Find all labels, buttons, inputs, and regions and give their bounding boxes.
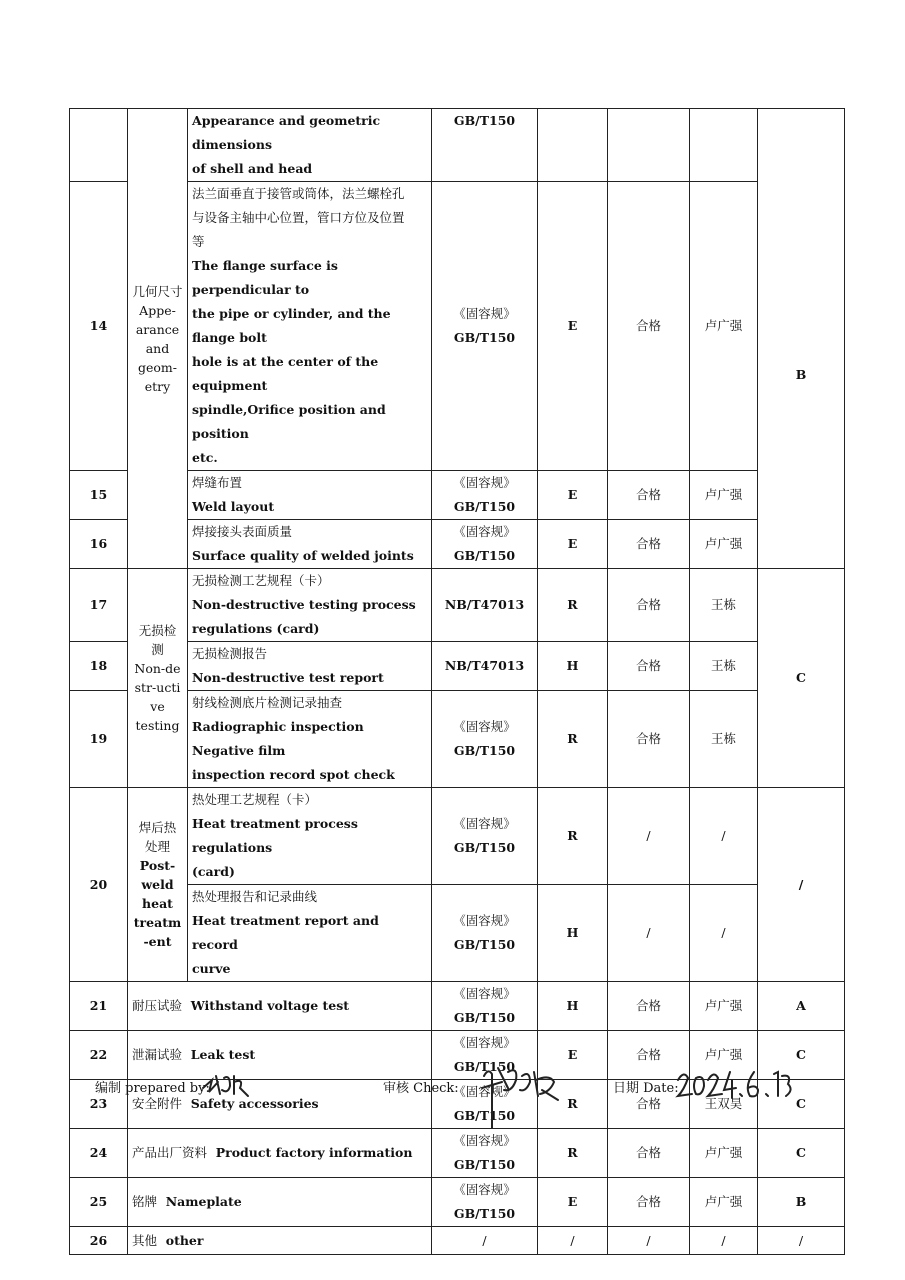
item-description: 焊缝布置 Weld layout bbox=[188, 471, 432, 520]
standard: GB/T150 bbox=[432, 109, 538, 182]
point: R bbox=[538, 569, 608, 642]
grade: C bbox=[758, 1080, 845, 1129]
handwritten-date bbox=[674, 1064, 794, 1104]
grade: C bbox=[758, 569, 845, 788]
table-row bbox=[70, 788, 845, 885]
result: / bbox=[608, 885, 690, 982]
inspector: 卢广强 bbox=[690, 982, 758, 1031]
item-description: 热处理工艺规程（卡） Heat treatment process regulations (card) bbox=[188, 788, 432, 885]
grade: C bbox=[758, 1129, 845, 1178]
inspector: 王双昊 bbox=[690, 1080, 758, 1129]
result: 合格 bbox=[608, 1129, 690, 1178]
row-number: 26 bbox=[70, 1227, 128, 1255]
result: 合格 bbox=[608, 642, 690, 691]
grade: / bbox=[758, 788, 845, 982]
check-label: 审核 Check: bbox=[383, 1081, 459, 1096]
standard: 《固容规》 GB/T150 bbox=[432, 1031, 538, 1080]
row-number: 21 bbox=[70, 982, 128, 1031]
standard: 《固容规》 GB/T150 bbox=[432, 182, 538, 471]
inspector: / bbox=[690, 885, 758, 982]
point: R bbox=[538, 788, 608, 885]
standard: / bbox=[432, 1227, 538, 1255]
standard: 《固容规》 GB/T150 bbox=[432, 471, 538, 520]
result: 合格 bbox=[608, 1178, 690, 1227]
row-number: 23 bbox=[70, 1080, 128, 1129]
row-number: 19 bbox=[70, 691, 128, 788]
result: 合格 bbox=[608, 520, 690, 569]
result: 合格 bbox=[608, 1031, 690, 1080]
standard: 《固容规》 GB/T150 bbox=[432, 520, 538, 569]
point: E bbox=[538, 182, 608, 471]
item-description: 无损检测工艺规程（卡） Non-destructive testing process regulations (card) bbox=[188, 569, 432, 642]
point: H bbox=[538, 982, 608, 1031]
standard: NB/T47013 bbox=[432, 642, 538, 691]
item-description: 其他 other bbox=[128, 1227, 432, 1255]
table-row bbox=[70, 1227, 845, 1255]
item-description: 焊接接头表面质量 Surface quality of welded joints bbox=[188, 520, 432, 569]
grade: B bbox=[758, 1178, 845, 1227]
grade bbox=[758, 109, 845, 182]
date-label: 日期 Date: bbox=[613, 1081, 679, 1096]
item-description: 热处理报告和记录曲线 Heat treatment report and record curve bbox=[188, 885, 432, 982]
point: E bbox=[538, 1031, 608, 1080]
point bbox=[538, 109, 608, 182]
table-row bbox=[70, 569, 845, 642]
standard: 《固容规》 GB/T150 bbox=[432, 691, 538, 788]
result: 合格 bbox=[608, 982, 690, 1031]
inspector: / bbox=[690, 788, 758, 885]
row-number bbox=[70, 109, 128, 182]
inspector: 卢广强 bbox=[690, 520, 758, 569]
inspector: 卢广强 bbox=[690, 1129, 758, 1178]
standard: 《固容规》 GB/T150 bbox=[432, 1178, 538, 1227]
inspector: 卢广强 bbox=[690, 182, 758, 471]
item-description: 安全附件 Safety accessories bbox=[128, 1080, 432, 1129]
check-signature bbox=[478, 1060, 564, 1132]
item-description: 产品出厂资料 Product factory information bbox=[128, 1129, 432, 1178]
inspector: 卢广强 bbox=[690, 1178, 758, 1227]
row-number: 14 bbox=[70, 182, 128, 471]
standard: NB/T47013 bbox=[432, 569, 538, 642]
item-description: 射线检测底片检测记录抽查 Radiographic inspection Negative film inspection record spot check bbox=[188, 691, 432, 788]
grade: A bbox=[758, 982, 845, 1031]
item-description: 耐压试验 Withstand voltage test bbox=[128, 982, 432, 1031]
result: 合格 bbox=[608, 182, 690, 471]
standard: 《固容规》 GB/T150 bbox=[432, 885, 538, 982]
inspector: / bbox=[690, 1227, 758, 1255]
standard: 《固容规》 GB/T150 bbox=[432, 1129, 538, 1178]
point: H bbox=[538, 642, 608, 691]
table-row bbox=[70, 109, 845, 182]
row-number: 25 bbox=[70, 1178, 128, 1227]
row-number: 24 bbox=[70, 1129, 128, 1178]
point: E bbox=[538, 471, 608, 520]
item-description: 无损检测报告 Non-destructive test report bbox=[188, 642, 432, 691]
point: R bbox=[538, 691, 608, 788]
point: E bbox=[538, 1178, 608, 1227]
prepared-by-label: 编制 prepared by: bbox=[95, 1081, 210, 1096]
point: R bbox=[538, 1129, 608, 1178]
standard: 《固容规》 GB/T150 bbox=[432, 788, 538, 885]
item-description: 铭牌 Nameplate bbox=[128, 1178, 432, 1227]
point: E bbox=[538, 520, 608, 569]
grade: B bbox=[758, 182, 845, 569]
row-number: 20 bbox=[70, 788, 128, 982]
category-pwht: 焊后热 处理 Post- weld heat treatm -ent bbox=[128, 788, 188, 982]
result: 合格 bbox=[608, 569, 690, 642]
row-number: 22 bbox=[70, 1031, 128, 1080]
point: / bbox=[538, 1227, 608, 1255]
inspector: 卢广强 bbox=[690, 1031, 758, 1080]
table-row bbox=[70, 982, 845, 1031]
inspector bbox=[690, 109, 758, 182]
result: 合格 bbox=[608, 1080, 690, 1129]
inspector: 王栋 bbox=[690, 569, 758, 642]
point: R bbox=[538, 1080, 608, 1129]
table-row bbox=[70, 1129, 845, 1178]
row-number: 18 bbox=[70, 642, 128, 691]
grade: C bbox=[758, 1031, 845, 1080]
inspector: 王栋 bbox=[690, 691, 758, 788]
standard: 《固容规》 GB/T150 bbox=[432, 1080, 538, 1129]
row-number: 15 bbox=[70, 471, 128, 520]
prepared-signature bbox=[200, 1068, 252, 1100]
item-description: 法兰面垂直于接管或筒体，法兰螺栓孔 与设备主轴中心位置，管口方位及位置 等 The flange surface is perpendicular to the pipe or cylinder, and the flange bolt hole is at the center of the equipment spindle,Orifice position and position etc. bbox=[188, 182, 432, 471]
category-ndt: 无损检 测 Non-de str-ucti ve testing bbox=[128, 569, 188, 788]
standard: 《固容规》 GB/T150 bbox=[432, 982, 538, 1031]
grade: / bbox=[758, 1227, 845, 1255]
result: 合格 bbox=[608, 471, 690, 520]
row-number: 16 bbox=[70, 520, 128, 569]
inspector: 卢广强 bbox=[690, 471, 758, 520]
row-number: 17 bbox=[70, 569, 128, 642]
table-row bbox=[70, 1178, 845, 1227]
item-description: 泄漏试验 Leak test bbox=[128, 1031, 432, 1080]
result: / bbox=[608, 1227, 690, 1255]
result bbox=[608, 109, 690, 182]
result: / bbox=[608, 788, 690, 885]
inspector: 王栋 bbox=[690, 642, 758, 691]
result: 合格 bbox=[608, 691, 690, 788]
item-description: Appearance and geometric dimensions of shell and head bbox=[188, 109, 432, 182]
point: H bbox=[538, 885, 608, 982]
category-geometry: 几何尺寸 Appe-arance and geom-etry bbox=[128, 109, 188, 569]
